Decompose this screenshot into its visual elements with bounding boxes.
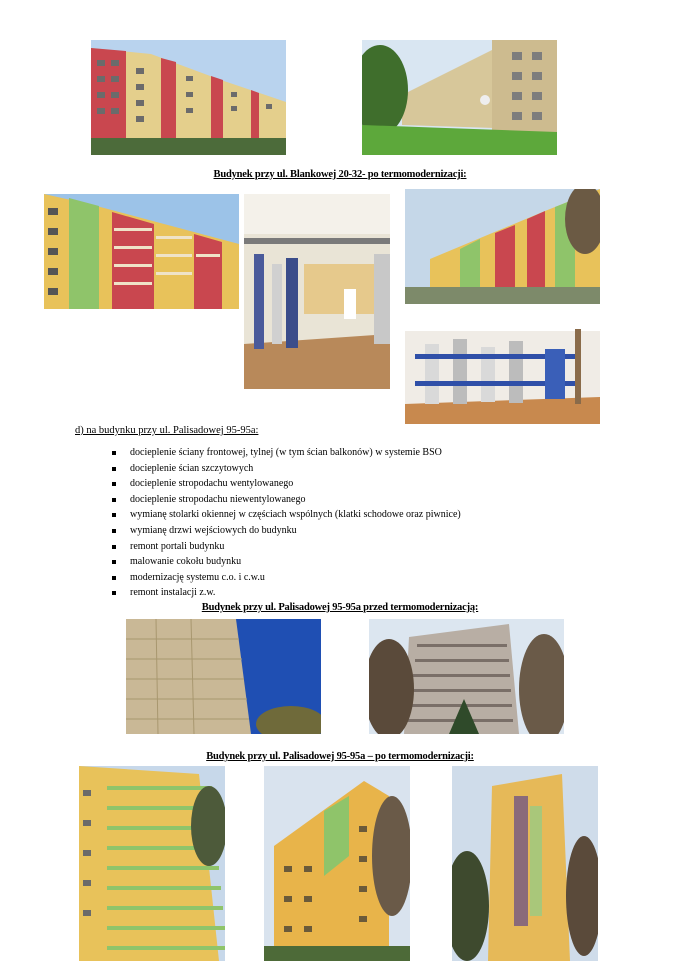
list-item: wymianę stolarki okiennej w częściach wspólnych (klatki schodowe oraz piwnice) xyxy=(110,507,461,523)
caption-palisadowa-after: Budynek przy ul. Palisadowej 95-95a – po termomodernizacji: xyxy=(206,751,474,762)
list-item: remont portali budynku xyxy=(110,539,461,555)
list-item: malowanie cokołu budynku xyxy=(110,554,461,570)
photo-palisadowa-before-1 xyxy=(126,619,321,734)
works-list xyxy=(110,445,461,601)
list-item: docieplenie stropodachu wentylowanego xyxy=(110,476,461,492)
photo-blankowa-before-2 xyxy=(362,40,557,155)
photo-blankowa-after-2 xyxy=(405,189,600,304)
photo-palisadowa-before-2 xyxy=(369,619,564,734)
list-item: docieplenie ścian szczytowych xyxy=(110,461,461,477)
photo-palisadowa-after-1 xyxy=(79,766,225,961)
list-item: remont instalacji z.w. xyxy=(110,585,461,601)
list-item: docieplenie stropodachu niewentylowanego xyxy=(110,492,461,508)
list-item: wymianę drzwi wejściowych do budynku xyxy=(110,523,461,539)
section-heading: d) na budynku przy ul. Palisadowej 95-95a: xyxy=(75,425,259,436)
photo-blankowa-after-1 xyxy=(44,194,239,309)
photo-blankowa-heat-exchangers xyxy=(405,309,600,424)
photo-palisadowa-after-2 xyxy=(264,766,410,961)
photo-blankowa-before-1 xyxy=(91,40,286,155)
caption-palisadowa-before: Budynek przy ul. Palisadowej 95-95a przed termomodernizacją: xyxy=(201,602,479,613)
photo-palisadowa-after-3 xyxy=(452,766,598,961)
caption-blankowa-after: Budynek przy ul. Blankowej 20-32- po termomodernizacji: xyxy=(213,169,467,180)
photo-blankowa-boiler-room xyxy=(244,194,390,389)
list-item: docieplenie ściany frontowej, tylnej (w tym ścian balkonów) w systemie BSO xyxy=(110,445,461,461)
list-item: modernizację systemu c.o. i c.w.u xyxy=(110,570,461,586)
